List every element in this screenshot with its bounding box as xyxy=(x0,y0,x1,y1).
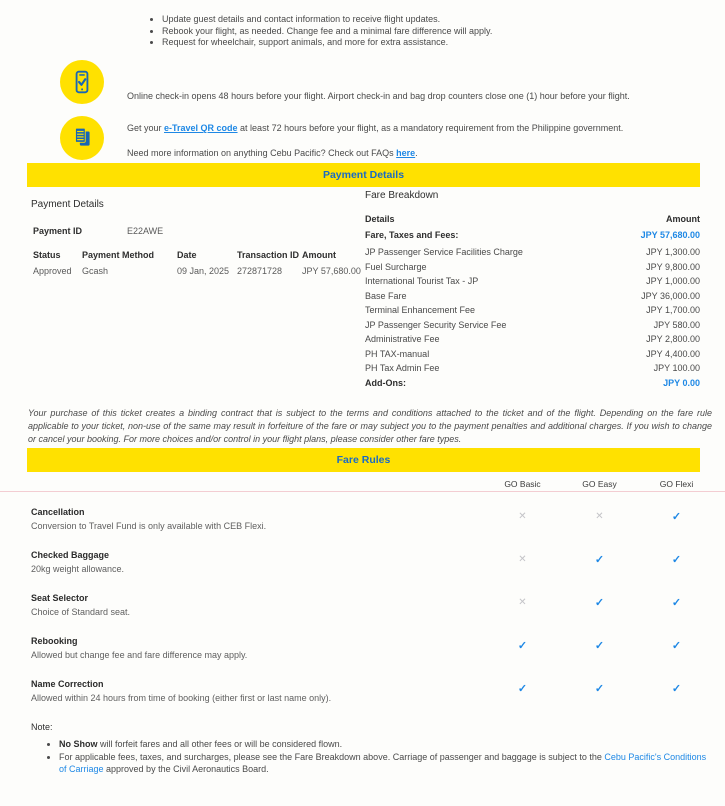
checkin-info-text xyxy=(127,90,713,102)
rule-marks xyxy=(484,504,715,546)
fee-amount: JPY 580.00 xyxy=(653,319,700,330)
mark: ✓ xyxy=(517,640,528,652)
mark: ✓ xyxy=(671,683,682,695)
etravel-qr-link[interactable]: e-Travel QR code xyxy=(164,123,238,133)
details-column-label: Details xyxy=(365,214,395,224)
note-bullet-noshow xyxy=(59,738,710,751)
payment-date-value: 09 Jan, 2025 xyxy=(177,266,230,276)
payment-details-banner-label: Payment Details xyxy=(322,169,405,181)
intro-bullet: • Update guest details and contact information to receive flight updates. xyxy=(162,14,710,26)
rule-description: Conversion to Travel Fund is only available with CEB Flexi. xyxy=(31,521,267,531)
fee-row xyxy=(365,289,700,304)
addons-label: Add-Ons: xyxy=(365,377,406,388)
fee-label: International Tourist Tax - JP xyxy=(365,276,479,286)
rule-title: Name Correction xyxy=(31,679,104,689)
mark: ✓ xyxy=(517,683,528,695)
faq-info-text xyxy=(127,147,713,159)
faq-pre-text: Need more information on anything Cebu Pacific? Check out FAQs xyxy=(127,148,397,158)
fare-total-amount: JPY 57,680.00 xyxy=(640,230,700,240)
payment-details-heading: Payment Details xyxy=(31,199,104,210)
payment-status-value: Approved xyxy=(33,266,72,276)
rule-text xyxy=(31,547,484,589)
rule-title: Checked Baggage xyxy=(31,550,110,560)
mark: ✓ xyxy=(671,640,682,652)
payment-id-label: Payment ID xyxy=(33,226,83,236)
rule-text xyxy=(31,633,484,675)
addons-amount: JPY 0.00 xyxy=(663,377,700,388)
fee-label: Base Fare xyxy=(365,290,407,301)
date-column-header: Date xyxy=(177,250,197,260)
column-go-flexi: GO Flexi xyxy=(659,479,694,489)
mark: ✓ xyxy=(594,640,605,652)
status-column-header: Status xyxy=(33,250,61,260)
mark: ✕ xyxy=(518,554,527,565)
rule-title: Seat Selector xyxy=(31,593,89,603)
fee-amount: JPY 2,800.00 xyxy=(646,334,700,344)
amount-column-label: Amount xyxy=(666,214,700,224)
mark: ✓ xyxy=(594,683,605,695)
fee-amount: JPY 1,000.00 xyxy=(646,276,700,286)
rule-description: 20kg weight allowance. xyxy=(31,564,125,574)
rule-text xyxy=(31,504,484,546)
rule-marks xyxy=(484,676,715,718)
fee-row xyxy=(365,274,700,289)
rule-row-cancellation xyxy=(31,504,715,546)
rule-text xyxy=(31,676,484,718)
transaction-column-header: Transaction ID xyxy=(237,250,300,260)
mark: ✓ xyxy=(671,511,682,523)
rule-description: Allowed within 24 hours from time of booking (either first or last name only). xyxy=(31,693,332,703)
rule-description: Allowed but change fee and fare difference may apply. xyxy=(31,650,248,660)
fee-amount: JPY 9,800.00 xyxy=(646,261,700,272)
fee-label: PH TAX-manual xyxy=(365,348,430,359)
payment-method-value: Gcash xyxy=(82,266,109,276)
mark: ✕ xyxy=(595,511,604,522)
addons-row xyxy=(365,378,700,388)
fee-amount: JPY 100.00 xyxy=(653,363,700,373)
conditions-of-carriage-link[interactable]: Cebu Pacific's Conditions of Carriage xyxy=(59,751,707,774)
fee-row xyxy=(365,332,700,347)
rule-title: Rebooking xyxy=(31,636,78,646)
payment-table-row xyxy=(31,266,361,294)
transaction-id-value: 272871728 xyxy=(237,266,283,276)
fee-label: Fuel Surcharge xyxy=(365,261,427,272)
intro-bullet: • Rebook your flight, as needed. Change fee and a minimal fare difference will apply. xyxy=(162,26,710,38)
note-section xyxy=(31,722,710,776)
documents-icon xyxy=(69,125,95,151)
mark: ✓ xyxy=(671,597,682,609)
note-label: Note: xyxy=(31,722,53,732)
faq-post-text: . xyxy=(415,148,418,158)
payment-details-section xyxy=(31,199,361,294)
phone-check-icon xyxy=(69,69,95,95)
rule-title: Cancellation xyxy=(31,507,85,517)
fare-type-columns xyxy=(484,479,715,489)
fee-amount: JPY 1,700.00 xyxy=(646,305,700,315)
fare-rules-header xyxy=(0,477,725,492)
fees-post-text: approved by the Civil Aeronautics Board. xyxy=(103,764,269,774)
note-bullet-list xyxy=(31,738,710,776)
payment-id-value: E22AWE xyxy=(127,226,164,236)
fees-pre-text: For applicable fees, taxes, and surcharges, please see the Fare Breakdown above. Carriage of passenger and baggage is subject to the xyxy=(59,751,605,762)
fare-total-label: Fare, Taxes and Fees: xyxy=(365,230,459,240)
rule-row-seat-selector xyxy=(31,590,715,632)
payment-details-banner xyxy=(27,163,700,187)
payment-id-row xyxy=(31,226,361,242)
fare-rules-banner-label: Fare Rules xyxy=(336,454,391,466)
payment-amount-value: JPY 57,680.00 xyxy=(302,266,361,276)
fee-label: Terminal Enhancement Fee xyxy=(365,305,476,315)
fee-row xyxy=(365,303,700,318)
rule-marks xyxy=(484,590,715,632)
fee-amount: JPY 36,000.00 xyxy=(641,290,700,301)
fee-label: PH Tax Admin Fee xyxy=(365,363,440,373)
rule-row-rebooking xyxy=(31,633,715,675)
checkin-info-label: Online check-in opens 48 hours before your flight. Airport check-in and bag drop counters close one (1) hour before your flight. xyxy=(127,91,630,101)
amount-column-header: Amount xyxy=(302,250,336,260)
fare-breakdown-header xyxy=(365,214,700,224)
column-go-basic: GO Basic xyxy=(504,479,541,489)
ticket-disclaimer: Your purchase of this ticket creates a binding contract that is subject to the terms and conditions attached to the ticket and of the flight. Depending on the fare rule applicable to your ticket, non-use of the same may result in forfeiture of the fare or may subject you to the payment penalties and additional charges. If you wish to change or cancel your booking. For more choices and/or control in your flight plans, please consider other fare types. xyxy=(28,408,712,444)
note-bullet-fees xyxy=(59,751,710,776)
fare-fee-rows xyxy=(365,245,700,376)
no-show-label: No Show xyxy=(59,739,98,749)
fare-breakdown-section xyxy=(365,190,700,388)
fee-row xyxy=(365,347,700,362)
fee-row xyxy=(365,318,700,333)
fee-label: Administrative Fee xyxy=(365,334,440,344)
payment-table-header xyxy=(31,250,361,266)
rule-marks xyxy=(484,633,715,675)
mobile-checkin-icon xyxy=(60,60,104,104)
intro-bullet: • Request for wheelchair, support animals, and more for extra assistance. xyxy=(162,37,710,49)
rule-text xyxy=(31,590,484,632)
fee-row xyxy=(365,260,700,275)
fare-breakdown-heading: Fare Breakdown xyxy=(365,190,439,201)
mark: ✓ xyxy=(671,554,682,566)
etravel-post-text: at least 72 hours before your flight, as a mandatory requirement from the Philippine government. xyxy=(237,123,624,133)
fee-row xyxy=(365,245,700,260)
fee-amount: JPY 4,400.00 xyxy=(646,348,700,359)
etravel-pre-text: Get your xyxy=(127,123,165,133)
fare-rules-table xyxy=(31,504,715,719)
no-show-text: will forfeit fares and all other fees or will be considered flown. xyxy=(97,739,343,749)
fee-label: JP Passenger Service Facilities Charge xyxy=(365,247,523,257)
column-go-easy: GO Easy xyxy=(582,479,617,489)
fee-amount: JPY 1,300.00 xyxy=(646,247,700,257)
rule-row-name-correction xyxy=(31,676,715,718)
method-column-header: Payment Method xyxy=(82,250,155,260)
fee-label: JP Passenger Security Service Fee xyxy=(365,319,507,330)
intro-bullet-list xyxy=(148,14,710,49)
fare-rules-banner xyxy=(27,448,700,472)
mark: ✓ xyxy=(594,554,605,566)
mark: ✕ xyxy=(518,511,527,522)
etravel-doc-badge xyxy=(60,116,104,160)
rule-description: Choice of Standard seat. xyxy=(31,607,131,617)
etravel-info-text xyxy=(127,122,713,134)
fare-total-row xyxy=(365,230,700,240)
mark: ✓ xyxy=(594,597,605,609)
rule-marks xyxy=(484,547,715,589)
fee-row xyxy=(365,361,700,376)
faq-here-link[interactable]: here xyxy=(396,148,416,158)
mark: ✕ xyxy=(518,597,527,608)
rule-row-checked-baggage xyxy=(31,547,715,589)
